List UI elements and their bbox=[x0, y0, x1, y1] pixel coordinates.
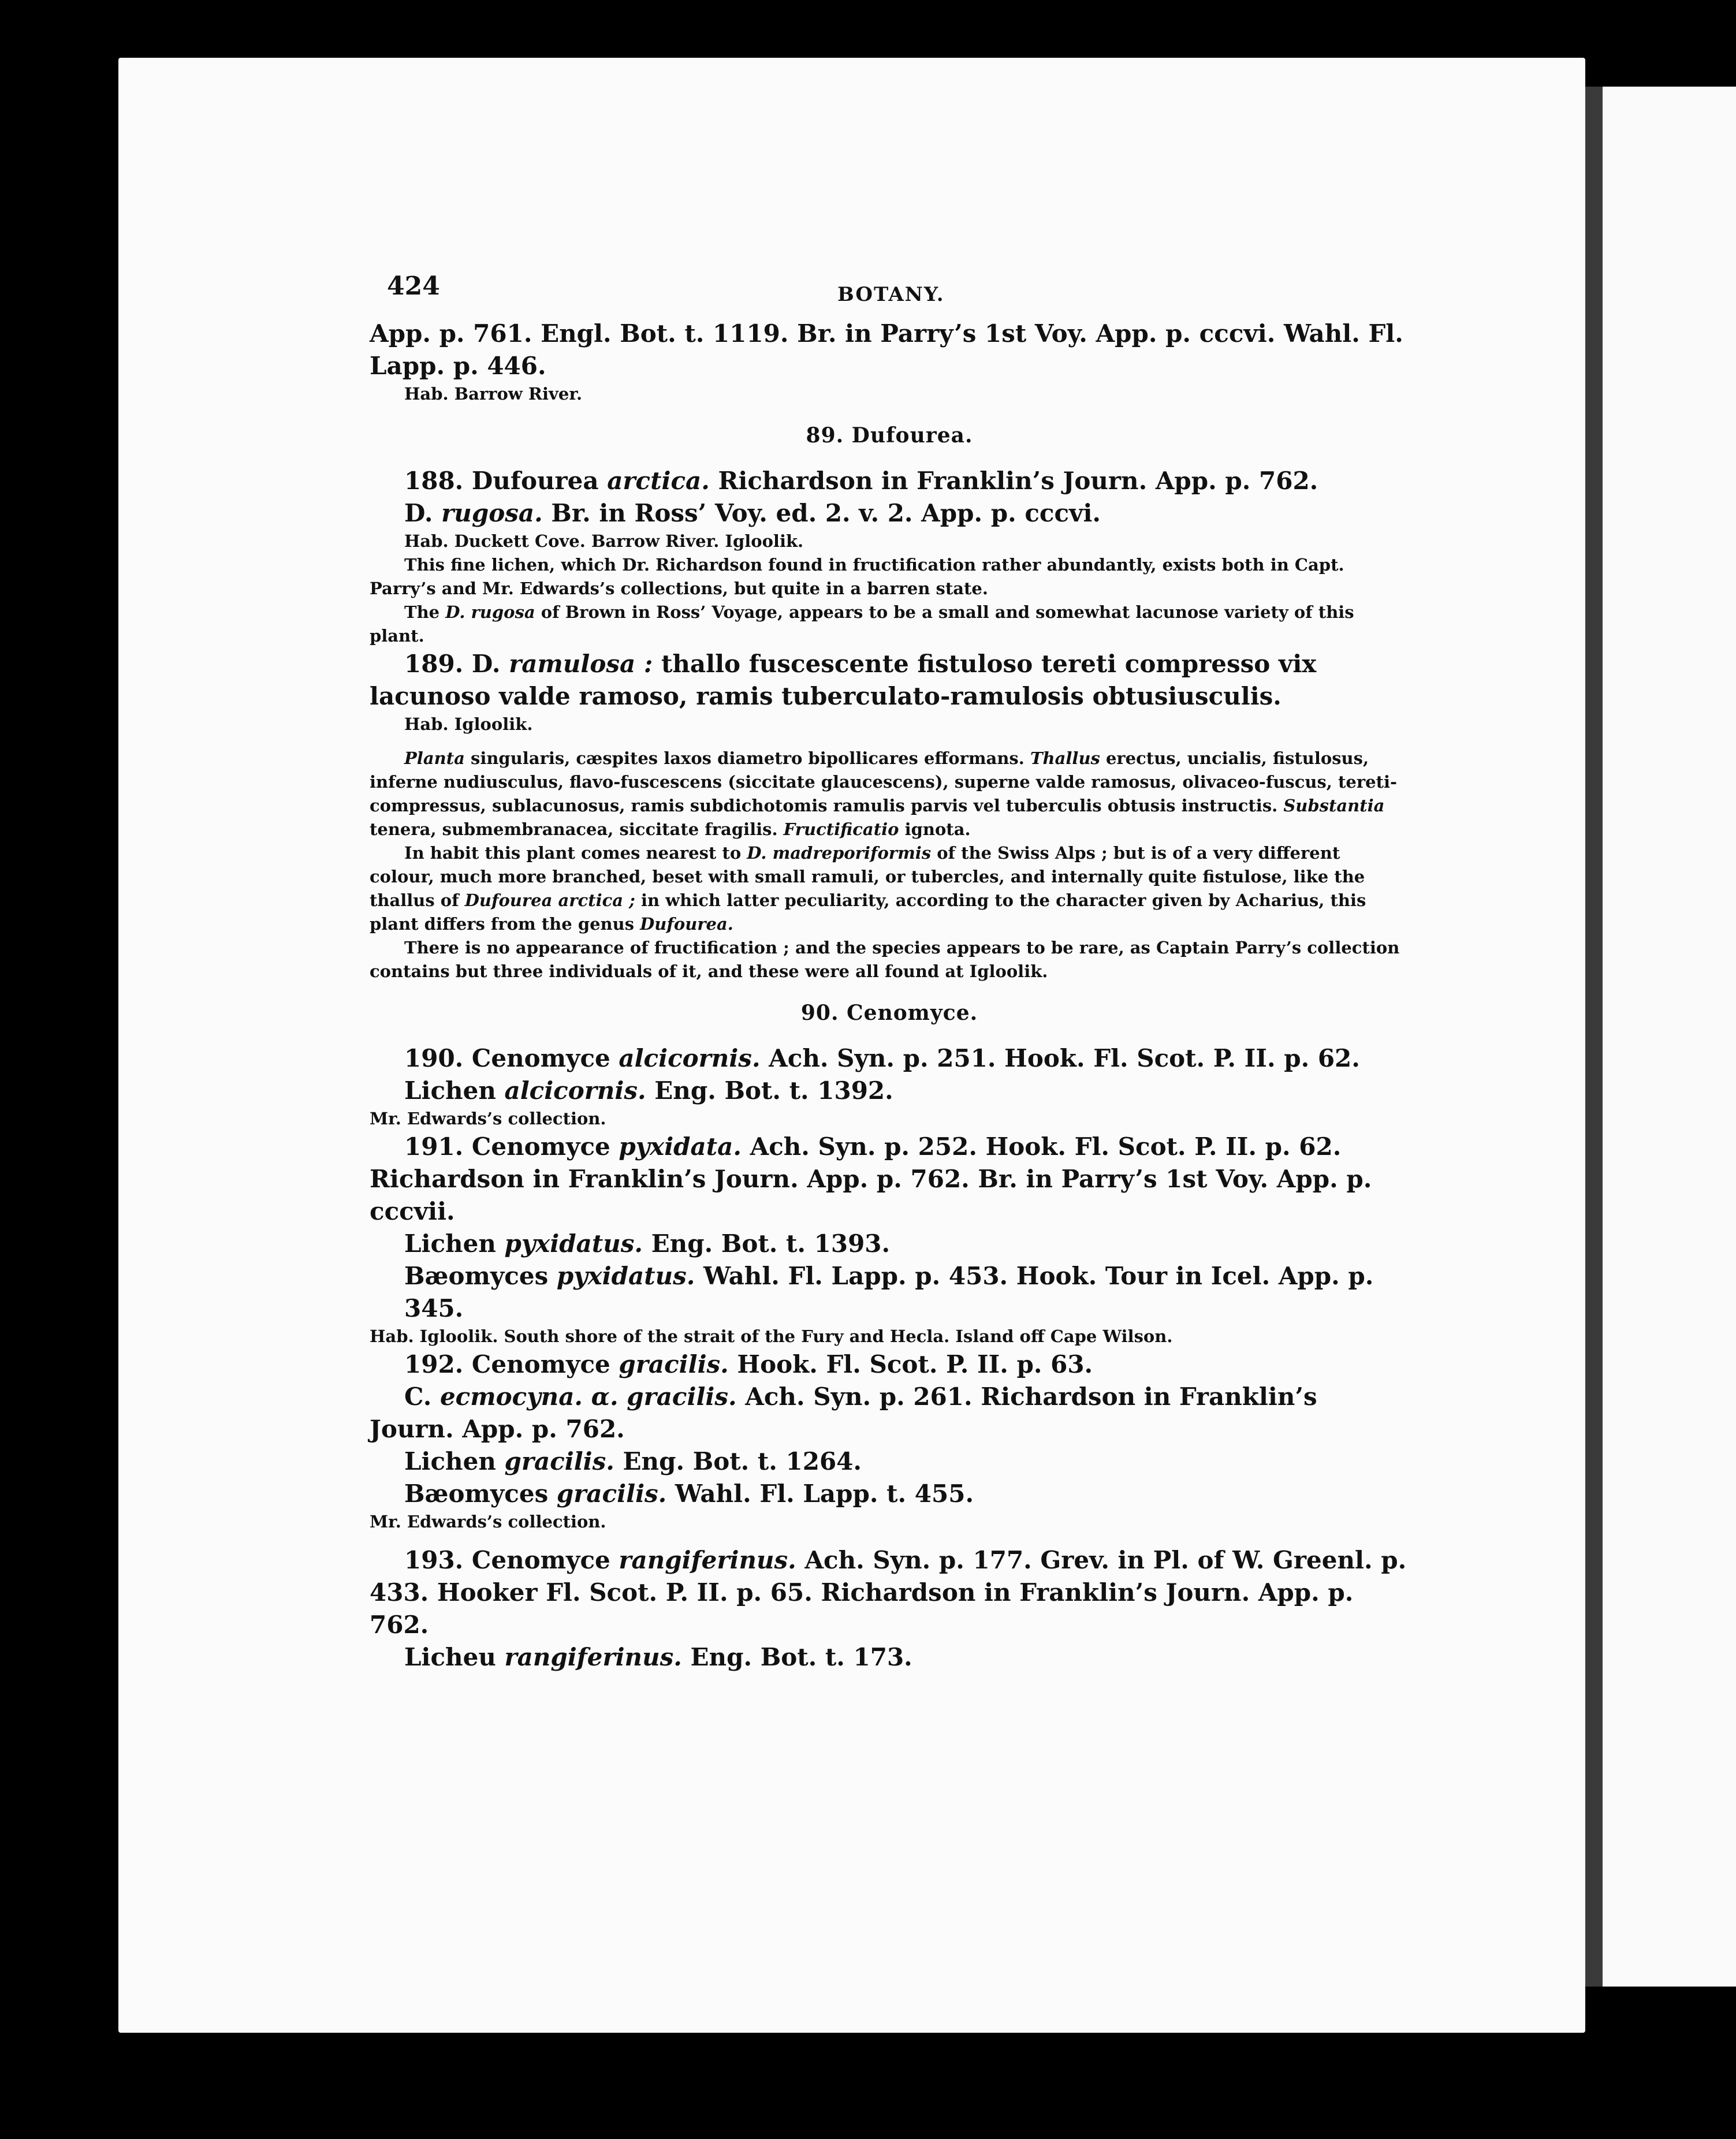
page-gutter-shadow bbox=[1585, 87, 1603, 1987]
entry-188-habitat: Hab. Duckett Cove. Barrow River. Igloolik. bbox=[404, 531, 804, 551]
entry-190-synonym: Lichen alcicornis. Eng. Bot. t. 1392. bbox=[404, 1076, 893, 1105]
facing-page-edge bbox=[1603, 87, 1736, 1987]
entry-189: 189. D. ramulosa : thallo fuscescente fistuloso tereti compresso vix lacunoso valde ramoso, ramis tuberculato-ramulosis obtusiusculis. bbox=[370, 650, 1317, 710]
section-heading-dufourea: 89. Dufourea. bbox=[806, 423, 973, 448]
page-number: 424 bbox=[387, 271, 440, 301]
entry-190-habitat: Mr. Edwards’s collection. bbox=[370, 1109, 606, 1128]
entry-193: 193. Cenomyce rangiferinus. Ach. Syn. p. 177. Grev. in Pl. of W. Greenl. p. 433. Hooker Fl. Scot. P. II. p. 65. Richardson in Franklin’s Journ. App. p. 762. bbox=[370, 1546, 1407, 1639]
page-text-block bbox=[370, 271, 1409, 1674]
page-header bbox=[370, 271, 1409, 318]
entry-188: 188. Dufourea arctica. Richardson in Franklin’s Journ. App. p. 762. bbox=[404, 467, 1318, 495]
entry-188-synonym: D. rugosa. Br. in Ross’ Voy. ed. 2. v. 2. App. p. cccvi. bbox=[404, 499, 1101, 527]
entry-190: 190. Cenomyce alcicornis. Ach. Syn. p. 251. Hook. Fl. Scot. P. II. p. 62. bbox=[404, 1044, 1360, 1072]
entry-192-synonym-2: Lichen gracilis. Eng. Bot. t. 1264. bbox=[404, 1447, 862, 1475]
running-head: BOTANY. bbox=[837, 283, 945, 306]
entry-192-synonym: C. ecmocyna. α. gracilis. Ach. Syn. p. 261. Richardson in Franklin’s Journ. App. p. 762. bbox=[370, 1382, 1317, 1443]
entry-192-habitat: Mr. Edwards’s collection. bbox=[370, 1512, 606, 1531]
entry-189-description: Planta singularis, cæspites laxos diametro bipollicares efformans. Thallus erectus, uncialis, fistulosus, inferne nudiusculus, flavo-fuscescens (siccitate glaucescens), superne valde ramosus, olivaceo-fuscus, tereti-compressus, sublacunosus, ramis subdichotomis ramulis parvis vel tuberculis obtusis instructis. Substantia tenera, submembranacea, siccitate fragilis. Fructificatio ignota. bbox=[370, 748, 1398, 839]
section-heading-cenomyce: 90. Cenomyce. bbox=[800, 1001, 978, 1025]
entry-192-synonym-3: Bæomyces gracilis. Wahl. Fl. Lapp. t. 455. bbox=[404, 1480, 974, 1508]
entry-189-note: In habit this plant comes nearest to D. madreporiformis of the Swiss Alps ; but is of a very different colour, much more branched, beset with small ramuli, or tubercles, and internally quite fistulose, like the thallus of Dufourea arctica ; in which latter peculiarity, according to the character given by Acharius, this plant differs from the genus Dufourea. bbox=[370, 843, 1366, 934]
entry-191-synonym-2: Bæomyces pyxidatus. Wahl. Fl. Lapp. p. 453. Hook. Tour in Icel. App. p. 345. bbox=[404, 1262, 1374, 1322]
entry-191-habitat: Hab. Igloolik. South shore of the strait of the Fury and Hecla. Island off Cape Wilson. bbox=[370, 1326, 1173, 1346]
habitat-line: Hab. Barrow River. bbox=[404, 384, 583, 404]
entry-193-synonym: Licheu rangiferinus. Eng. Bot. t. 173. bbox=[404, 1643, 912, 1671]
entry-191: 191. Cenomyce pyxidata. Ach. Syn. p. 252. Hook. Fl. Scot. P. II. p. 62. Richardson in Franklin’s Journ. App. p. 762. Br. in Parry’s 1st Voy. App. p. cccvii. bbox=[370, 1132, 1372, 1225]
continued-citation: App. p. 761. Engl. Bot. t. 1119. Br. in Parry’s 1st Voy. App. p. cccvi. Wahl. Fl. Lapp. p. 446. bbox=[370, 319, 1403, 380]
entry-189-habitat: Hab. Igloolik. bbox=[404, 714, 533, 734]
entry-188-note-2: The D. rugosa of Brown in Ross’ Voyage, appears to be a small and somewhat lacunose variety of this plant. bbox=[370, 602, 1354, 646]
entry-188-note: This fine lichen, which Dr. Richardson found in fructification rather abundantly, exists both in Capt. Parry’s and Mr. Edwards’s collections, but quite in a barren state. bbox=[370, 555, 1344, 598]
entry-191-synonym: Lichen pyxidatus. Eng. Bot. t. 1393. bbox=[404, 1229, 891, 1258]
entry-192: 192. Cenomyce gracilis. Hook. Fl. Scot. P. II. p. 63. bbox=[404, 1350, 1093, 1378]
entry-189-note-2: There is no appearance of fructification ; and the species appears to be rare, as Captain Parry’s collection contains but three individuals of it, and these were all found at Igloolik. bbox=[370, 938, 1400, 981]
